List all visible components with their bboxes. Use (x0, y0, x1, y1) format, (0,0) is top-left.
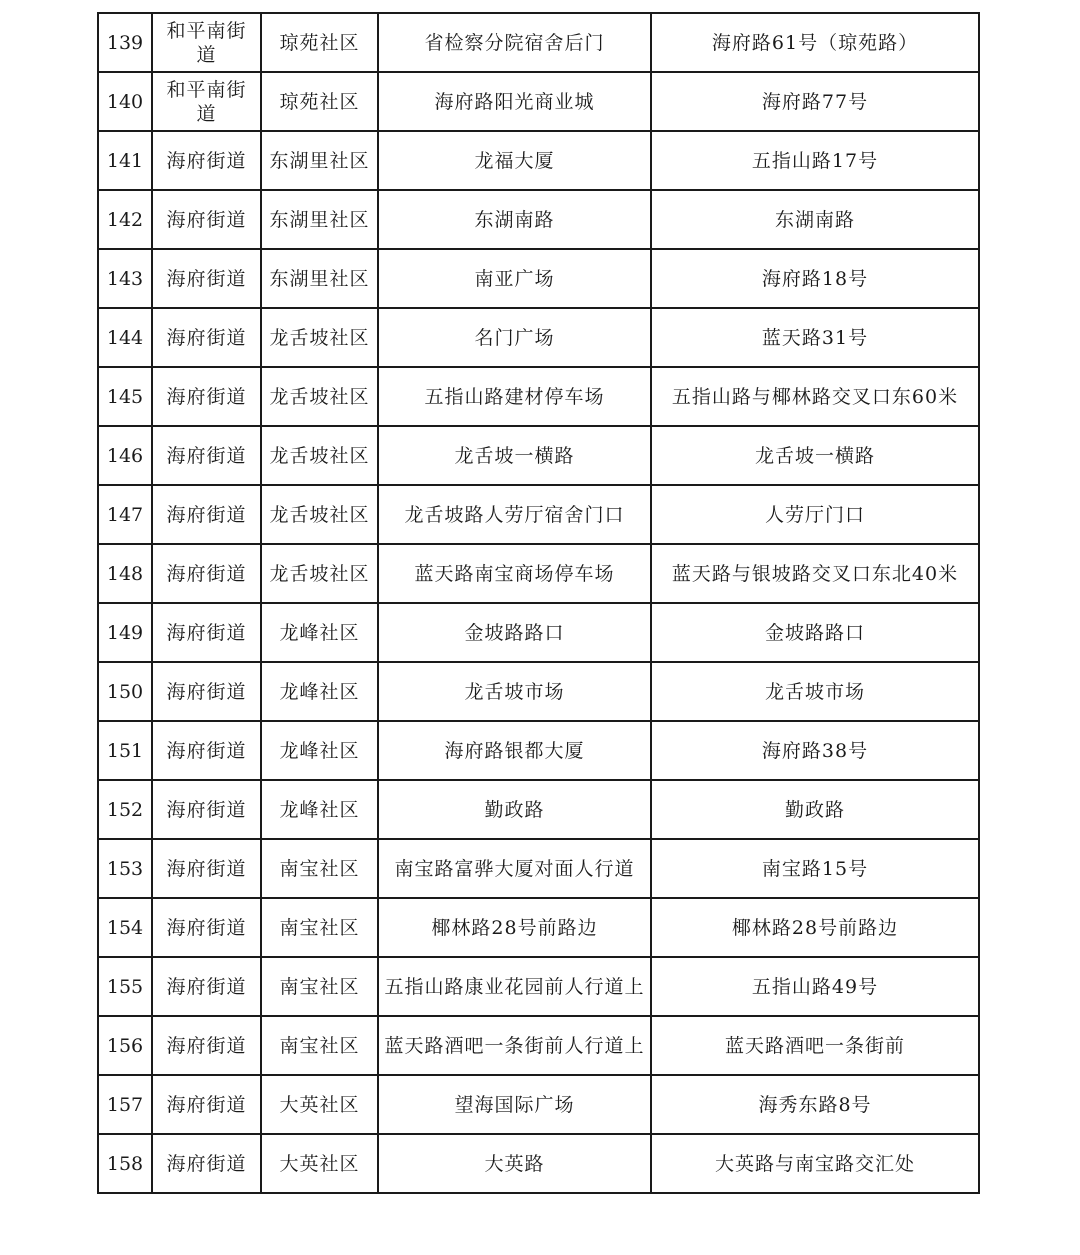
row-number-cell: 155 (98, 957, 152, 1016)
row-number-cell: 153 (98, 839, 152, 898)
location-cell: 龙福大厦 (378, 131, 651, 190)
location-cell: 勤政路 (378, 780, 651, 839)
location-cell: 椰林路28号前路边 (378, 898, 651, 957)
table-row (98, 485, 979, 544)
street-cell: 海府街道 (152, 839, 261, 898)
community-cell: 南宝社区 (261, 1016, 378, 1075)
address-cell: 海府路18号 (651, 249, 979, 308)
street-cell: 海府街道 (152, 249, 261, 308)
table-row (98, 898, 979, 957)
street-cell: 海府街道 (152, 1075, 261, 1134)
row-number-cell: 157 (98, 1075, 152, 1134)
address-cell: 蓝天路酒吧一条街前 (651, 1016, 979, 1075)
location-cell: 金坡路路口 (378, 603, 651, 662)
location-cell: 省检察分院宿舍后门 (378, 13, 651, 72)
table-row (98, 662, 979, 721)
community-cell: 龙峰社区 (261, 721, 378, 780)
street-cell: 海府街道 (152, 662, 261, 721)
location-cell: 望海国际广场 (378, 1075, 651, 1134)
community-cell: 龙峰社区 (261, 662, 378, 721)
row-number-cell: 149 (98, 603, 152, 662)
location-cell: 蓝天路南宝商场停车场 (378, 544, 651, 603)
address-cell: 海府路77号 (651, 72, 979, 131)
location-table (97, 12, 980, 1194)
row-number-cell: 146 (98, 426, 152, 485)
address-cell: 椰林路28号前路边 (651, 898, 979, 957)
row-number-cell: 144 (98, 308, 152, 367)
row-number-cell: 156 (98, 1016, 152, 1075)
table-row (98, 249, 979, 308)
street-cell: 海府街道 (152, 485, 261, 544)
table-row (98, 603, 979, 662)
community-cell: 龙舌坡社区 (261, 426, 378, 485)
street-cell: 海府街道 (152, 426, 261, 485)
community-cell: 琼苑社区 (261, 13, 378, 72)
community-cell: 东湖里社区 (261, 190, 378, 249)
address-cell: 海秀东路8号 (651, 1075, 979, 1134)
table-body (98, 13, 979, 1193)
address-cell: 金坡路路口 (651, 603, 979, 662)
row-number-cell: 150 (98, 662, 152, 721)
table-row (98, 957, 979, 1016)
table-row (98, 721, 979, 780)
street-cell: 和平南街道 (152, 13, 261, 72)
location-cell: 南亚广场 (378, 249, 651, 308)
community-cell: 琼苑社区 (261, 72, 378, 131)
community-cell: 南宝社区 (261, 898, 378, 957)
table-row (98, 190, 979, 249)
street-cell: 海府街道 (152, 308, 261, 367)
table-row (98, 308, 979, 367)
row-number-cell: 148 (98, 544, 152, 603)
address-cell: 五指山路17号 (651, 131, 979, 190)
street-cell: 海府街道 (152, 1016, 261, 1075)
table-row (98, 780, 979, 839)
community-cell: 南宝社区 (261, 839, 378, 898)
street-cell: 海府街道 (152, 721, 261, 780)
address-cell: 龙舌坡市场 (651, 662, 979, 721)
location-cell: 蓝天路酒吧一条街前人行道上 (378, 1016, 651, 1075)
address-cell: 龙舌坡一横路 (651, 426, 979, 485)
street-cell: 海府街道 (152, 603, 261, 662)
row-number-cell: 141 (98, 131, 152, 190)
row-number-cell: 142 (98, 190, 152, 249)
address-cell: 蓝天路与银坡路交叉口东北40米 (651, 544, 979, 603)
street-cell: 和平南街道 (152, 72, 261, 131)
location-cell: 海府路阳光商业城 (378, 72, 651, 131)
table-row (98, 367, 979, 426)
street-cell: 海府街道 (152, 367, 261, 426)
address-cell: 五指山路49号 (651, 957, 979, 1016)
row-number-cell: 147 (98, 485, 152, 544)
table-row (98, 72, 979, 131)
community-cell: 东湖里社区 (261, 249, 378, 308)
row-number-cell: 158 (98, 1134, 152, 1193)
community-cell: 南宝社区 (261, 957, 378, 1016)
location-cell: 海府路银都大厦 (378, 721, 651, 780)
table-row (98, 544, 979, 603)
row-number-cell: 151 (98, 721, 152, 780)
row-number-cell: 152 (98, 780, 152, 839)
table-row (98, 426, 979, 485)
community-cell: 龙峰社区 (261, 603, 378, 662)
community-cell: 龙舌坡社区 (261, 485, 378, 544)
location-cell: 龙舌坡一横路 (378, 426, 651, 485)
location-cell: 名门广场 (378, 308, 651, 367)
street-cell: 海府街道 (152, 544, 261, 603)
street-cell: 海府街道 (152, 898, 261, 957)
address-cell: 蓝天路31号 (651, 308, 979, 367)
community-cell: 东湖里社区 (261, 131, 378, 190)
location-cell: 五指山路康业花园前人行道上 (378, 957, 651, 1016)
table-row (98, 13, 979, 72)
location-cell: 大英路 (378, 1134, 651, 1193)
address-cell: 南宝路15号 (651, 839, 979, 898)
location-cell: 五指山路建材停车场 (378, 367, 651, 426)
table-row (98, 131, 979, 190)
community-cell: 大英社区 (261, 1075, 378, 1134)
address-cell: 海府路61号（琼苑路） (651, 13, 979, 72)
street-cell: 海府街道 (152, 957, 261, 1016)
street-cell: 海府街道 (152, 1134, 261, 1193)
community-cell: 龙峰社区 (261, 780, 378, 839)
row-number-cell: 154 (98, 898, 152, 957)
location-cell: 龙舌坡路人劳厅宿舍门口 (378, 485, 651, 544)
address-cell: 东湖南路 (651, 190, 979, 249)
community-cell: 龙舌坡社区 (261, 308, 378, 367)
community-cell: 龙舌坡社区 (261, 544, 378, 603)
table-row (98, 1134, 979, 1193)
location-cell: 东湖南路 (378, 190, 651, 249)
street-cell: 海府街道 (152, 190, 261, 249)
address-cell: 大英路与南宝路交汇处 (651, 1134, 979, 1193)
location-cell: 南宝路富骅大厦对面人行道 (378, 839, 651, 898)
street-cell: 海府街道 (152, 131, 261, 190)
address-cell: 海府路38号 (651, 721, 979, 780)
table-row (98, 1075, 979, 1134)
community-cell: 大英社区 (261, 1134, 378, 1193)
row-number-cell: 139 (98, 13, 152, 72)
row-number-cell: 140 (98, 72, 152, 131)
address-cell: 五指山路与椰林路交叉口东60米 (651, 367, 979, 426)
community-cell: 龙舌坡社区 (261, 367, 378, 426)
table-row (98, 1016, 979, 1075)
location-cell: 龙舌坡市场 (378, 662, 651, 721)
address-cell: 勤政路 (651, 780, 979, 839)
table-row (98, 839, 979, 898)
row-number-cell: 145 (98, 367, 152, 426)
address-cell: 人劳厅门口 (651, 485, 979, 544)
row-number-cell: 143 (98, 249, 152, 308)
street-cell: 海府街道 (152, 780, 261, 839)
